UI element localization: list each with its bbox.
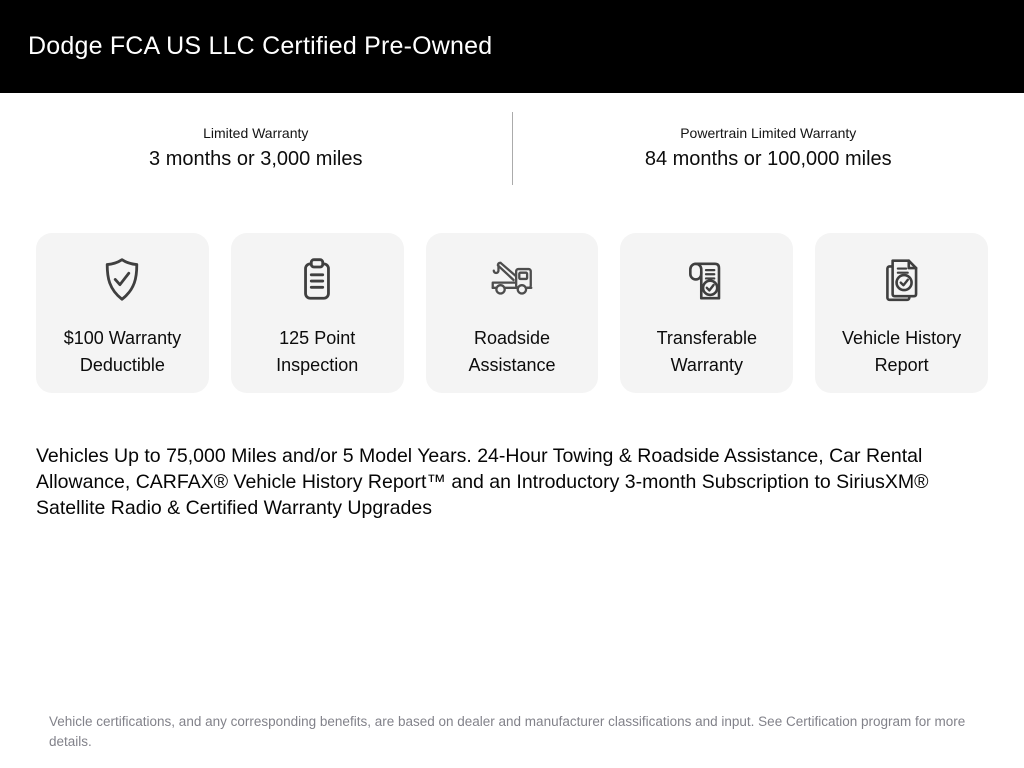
limited-warranty-value: 3 months or 3,000 miles xyxy=(149,148,363,170)
warranty-summary xyxy=(0,125,1024,198)
benefit-card-history-report xyxy=(815,233,988,393)
benefit-card-label: $100 Warranty Deductible xyxy=(63,328,182,375)
powertrain-warranty-block xyxy=(513,125,1024,171)
benefit-card-label: Vehicle History Report xyxy=(842,328,962,375)
certification-disclaimer: Vehicle certifications, and any corresponding benefits, are based on dealer and manufacturer classifications and input. See Certification program for more details. xyxy=(49,714,966,749)
report-document-check-icon xyxy=(877,255,927,305)
header-bar xyxy=(0,0,1024,93)
benefit-cards-row xyxy=(36,233,988,393)
benefit-card-transferable xyxy=(620,233,793,393)
benefit-card-label: Roadside Assistance xyxy=(468,328,556,375)
certification-description: Vehicles Up to 75,000 Miles and/or 5 Model Years. 24-Hour Towing & Roadside Assistance, Car Rental Allowance, CARFAX® Vehicle History Report™ and an Introductory 3-month Subscription to SiriusXM® Satellite Radio & Certified Warranty Upgrades xyxy=(36,445,929,519)
benefit-card-warranty-deductible xyxy=(36,233,209,393)
powertrain-warranty-value: 84 months or 100,000 miles xyxy=(644,148,892,170)
warranty-scroll-check-icon xyxy=(682,255,732,305)
powertrain-warranty-label: Powertrain Limited Warranty xyxy=(680,125,857,141)
benefit-card-roadside xyxy=(426,233,599,393)
clipboard-checklist-icon xyxy=(292,255,342,305)
tow-truck-icon xyxy=(487,255,537,305)
limited-warranty-label: Limited Warranty xyxy=(203,125,309,141)
benefit-card-inspection xyxy=(231,233,404,393)
benefit-card-label: Transferable Warranty xyxy=(656,328,757,375)
shield-check-icon xyxy=(97,255,147,305)
page-title: Dodge FCA US LLC Certified Pre-Owned xyxy=(28,32,493,60)
limited-warranty-block xyxy=(0,125,512,171)
benefit-card-label: 125 Point Inspection xyxy=(276,328,359,375)
